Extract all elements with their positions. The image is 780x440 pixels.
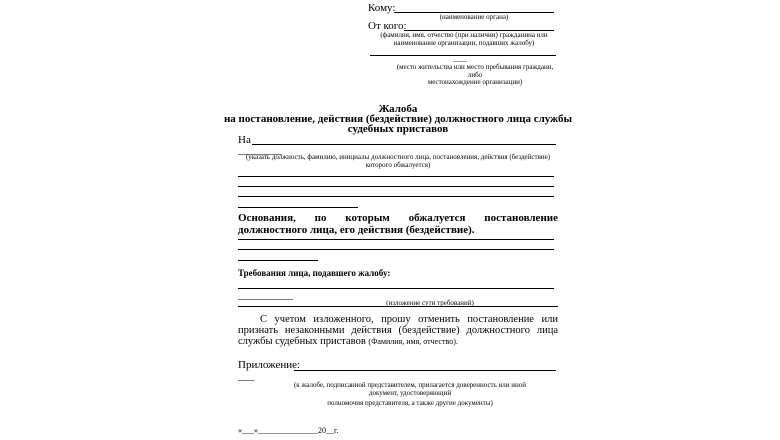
date-field[interactable]: «___»_______________20__г.: [238, 426, 339, 435]
address-dash: ____: [453, 55, 467, 63]
subject-field[interactable]: [252, 144, 556, 145]
subject-line-3[interactable]: [238, 196, 554, 197]
subject-line-4[interactable]: [238, 207, 358, 208]
subject-line-2[interactable]: [238, 186, 554, 187]
attachment-field[interactable]: [294, 370, 556, 371]
grounds-line-1[interactable]: [238, 239, 554, 240]
request-text: С учетом изложенного, прошу отменить постановление или признать незаконными действия (бездействие) должностного лица службы судебных приставов: [238, 314, 558, 347]
requirements-heading: Требования лица, подавшего жалобу:: [238, 268, 391, 278]
title-line2: на постановление, действия (бездействие) должностного лица службы: [223, 113, 573, 125]
address-note: (место жительства или место пребывания граждани,: [396, 63, 554, 71]
title-line3: судебных приставов: [347, 123, 449, 135]
request-paragraph: [238, 314, 558, 347]
subject-on-label: На: [238, 134, 251, 146]
grounds-line-2[interactable]: [238, 249, 554, 250]
attachment-dash: ___: [238, 370, 255, 382]
subject-dashes: ________: [238, 144, 282, 156]
from-label: От кого:: [368, 20, 407, 32]
to-note: (наименование органа): [439, 13, 509, 21]
attachment-note-line3: полномочия представителя, а также другие документы): [327, 399, 493, 407]
requirements-dashes: __________: [238, 289, 293, 301]
request-suffix: (Фамилия, имя, отчество).: [368, 337, 458, 346]
attachment-note-line2: документ, удостоверяющий: [368, 389, 452, 397]
title-line1: Жалоба: [378, 103, 418, 115]
subject-note: (указать должность, фамилию, инициалы должностного лица, постановления, действия (бездействие) которого обжалуется): [245, 153, 551, 169]
from-note: (фамилия, имя, отчество (при наличии) гражданина или наименование организации, подавших жалобу): [380, 31, 548, 47]
attachment-note-line1: (к жалобе, подписанной представителем, прилагается доверенность или иной: [293, 381, 527, 389]
attachment-label: Приложение:: [238, 359, 301, 371]
address-or: либо: [467, 71, 483, 79]
grounds-heading: Основания, по которым обжалуется постановление должностного лица, его действия (бездействие).: [238, 212, 558, 236]
grounds-line-3[interactable]: [238, 260, 318, 261]
address-location: местонахождение организации): [427, 78, 523, 86]
requirements-note: (изложение сути требований): [386, 299, 474, 307]
subject-line-1[interactable]: [238, 176, 554, 177]
to-label: Кому:: [368, 2, 396, 14]
